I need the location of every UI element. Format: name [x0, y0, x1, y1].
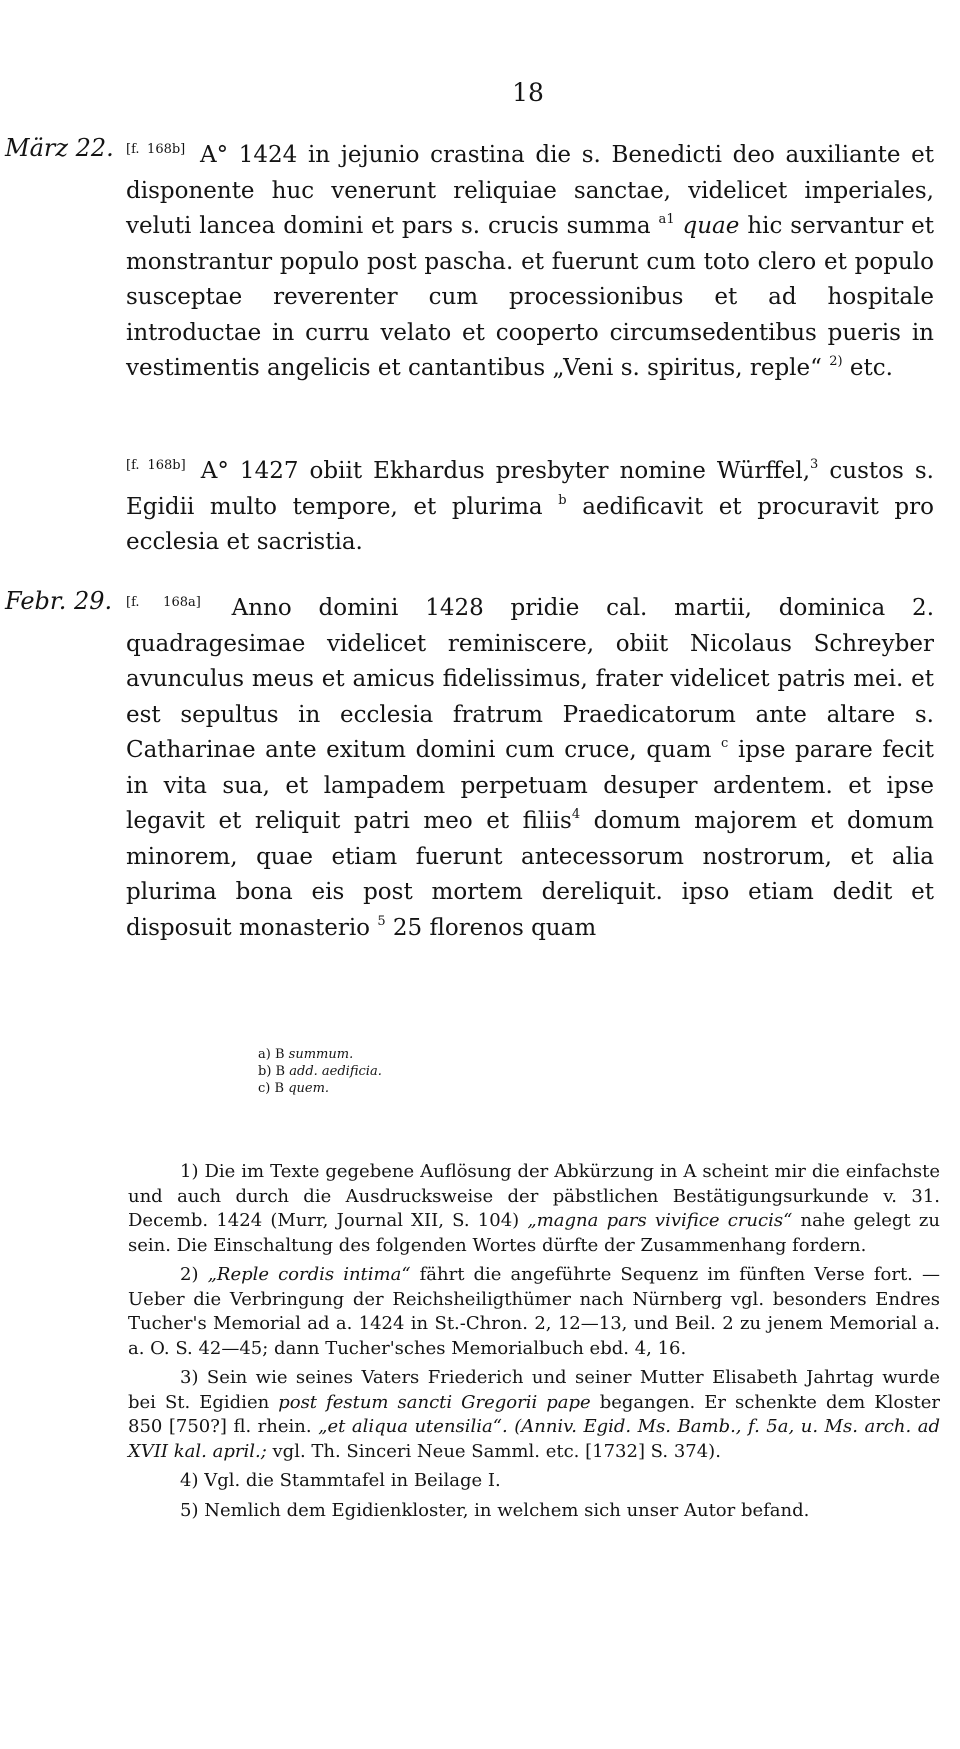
footnote-4: 4) Vgl. die Stammtafel in Beilage I.: [180, 1470, 501, 1491]
textual-note-b: b) B add. aedificia.: [258, 1064, 382, 1079]
footnote-ref-1: 1: [666, 212, 675, 227]
textual-note-c: c) B quem.: [258, 1081, 330, 1096]
entry-date-maerz-22: März 22.: [5, 134, 114, 162]
footnote-ref-4: 4: [571, 807, 581, 822]
footnote-ref-3: 3: [810, 457, 819, 472]
entry-1428-text: [f. 168a] Anno domini 1428 pridie cal. martii, dominica 2. quadragesimae videlicet reminiscere, obiit Nicolaus Schreyber avunculus meus et amicus fidelissimus, frater videlicet patris mei. et est sepultus in ecclesia fratrum Praedicatorum ante altare s. Catharinae ante exitum domini cum cruce, quam $^c$ ipse parare fecit in vita sua, et lampadem perpetuam desuper ardentem. et ipse legavit et reliquit patri meo et filiis$^4$ domum majorem et domum minorem, quae etiam fuerunt antecessorum nostrorum, et alia plurima bona eis post mortem dereliquit. ipso etiam dedit et disposuit monasterio $^5$ 25 florenos quam: [126, 595, 935, 941]
footnote-2: 2) „Reple cordis intima“ fährt die angeführte Sequenz im fünften Verse fort. — Ueber die Verbringung der Reichsheiligthümer nach Nürnberg vgl. besonders Endres Tucher's Memorial ad a. 1424 in St.-Chron. 2, 12—13, und Beil. 2 zu jenem Memorial a. a. O. S. 42—45; dann Tucher'sches Memorialbuch ebd. 4, 16.: [128, 1264, 940, 1359]
entry-1428: [126, 585, 934, 946]
entry-1427-text: [f. 168b] A° 1427 obiit Ekhardus presbyter nomine Würffel,$^3$ custos s. Egidii multo tempore, et plurima $^b$ aedificavit et procuravit pro ecclesia et sacristia.: [126, 457, 934, 555]
textual-note-ref-a: a: [658, 212, 667, 227]
textual-note-ref-c: c: [721, 736, 729, 751]
page-number: 18: [512, 78, 544, 107]
entry-date-febr-29: Febr. 29.: [5, 587, 113, 615]
footnote-5: 5) Nemlich dem Egidienkloster, in welchem sich unser Autor befand.: [180, 1499, 810, 1521]
folio-marker: [f. 168a]: [126, 595, 201, 610]
footnotes: [128, 1160, 940, 1523]
footnote-3: 3) Sein wie seines Vaters Friederich und seiner Mutter Elisabeth Jahrtag wurde bei St. Egidien post festum sancti Gregorii pape begangen. Er schenkte dem Kloster 850 [750?] fl. rhein. „et aliqua utensilia“. (Anniv. Egid. Ms. Bamb., f. 5a, u. Ms. arch. ad XVII kal. april.; vgl. Th. Sinceri Neue Samml. etc. [1732] S. 374).: [128, 1367, 940, 1462]
footnote-1: 1) Die im Texte gegebene Auflösung der Abkürzung in A scheint mir die einfachste und auch durch die Ausdrucksweise der päbstlichen Bestätigungsurkunde v. 31. Decemb. 1424 (Murr, Journal XII, S. 104) „magna pars vivifice crucis“ nahe gelegt zu sein. Die Einschaltung des folgenden Wortes dürfte der Zusammenhang fordern.: [128, 1161, 940, 1256]
footnote-ref-2: 2): [829, 354, 843, 369]
textual-note-ref-b: b: [558, 492, 567, 508]
textual-note-a: a) B summum.: [258, 1047, 354, 1062]
entry-1424: [126, 132, 934, 387]
folio-marker: [f. 168b]: [126, 458, 186, 473]
entry-1427: [126, 448, 934, 561]
folio-marker: [f. 168b]: [126, 142, 186, 157]
entry-1424-text: [f. 168b] A° 1424 in jejunio crastina die s. Benedicti deo auxiliante et disponente huc venerunt reliquiae sanctae, videlicet imperiales, veluti lancea domini et pars s. crucis summa $^{a1}$ quae hic servantur et monstrantur populo post pascha. et fuerunt cum toto clero et populo susceptae reverenter cum processionibus et ad hospitale introductae in curru velato et cooperto circumsedentibus pueris in vestimentis angelicis et cantantibus „Veni s. spiritus, reple“ $^{2)}$ etc.: [126, 142, 935, 381]
footnote-ref-5: 5: [377, 913, 386, 929]
textual-apparatus: [258, 1046, 382, 1097]
